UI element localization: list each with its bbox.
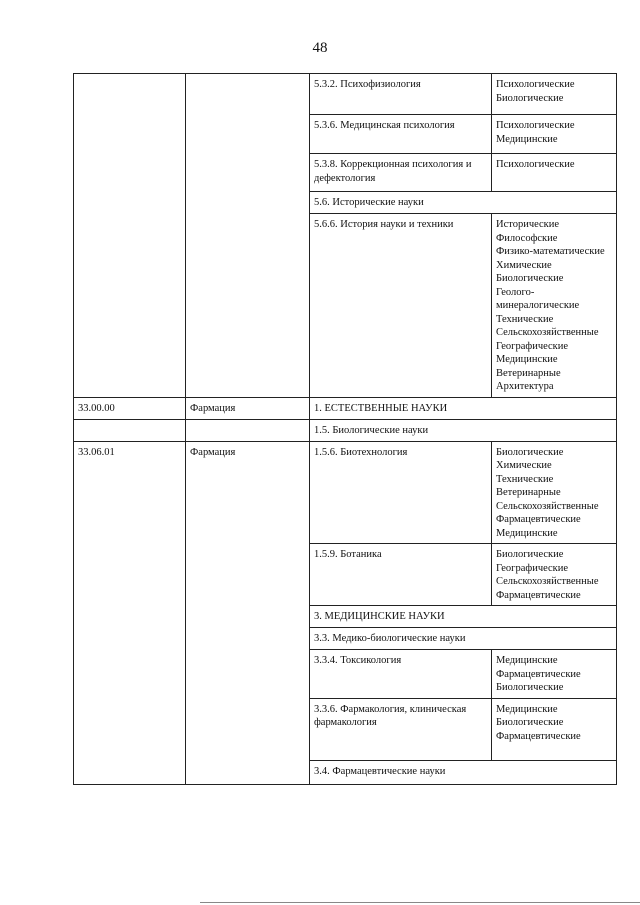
branch-item: Философские (496, 232, 558, 244)
branches-cell (492, 650, 617, 699)
branches-cell (492, 74, 617, 115)
branch-item: Медицинские (496, 703, 558, 715)
branch-item: Медицинские (496, 133, 558, 145)
branches-cell (492, 214, 617, 398)
branch-item: Сельскохозяйственные (496, 327, 599, 338)
branch-item: Биологические (496, 717, 564, 728)
branch-item: Медицинские (496, 655, 558, 666)
branches-cell (492, 544, 617, 606)
group-cell: 3. МЕДИЦИНСКИЕ НАУКИ (310, 606, 617, 628)
branch-item: Психологические (496, 120, 575, 131)
branch-item: Физико-математические (496, 246, 605, 257)
branch-item: Биологические (496, 446, 564, 458)
page-number: 48 (312, 40, 328, 56)
branch-item: Биологические (496, 682, 564, 693)
name-cell: Фармация (186, 397, 310, 419)
specialty-cell: 5.3.6. Медицинская психология (310, 115, 492, 154)
branch-item: Географические (496, 340, 569, 352)
branch-item: Биологические (496, 273, 564, 284)
specialties-table (73, 73, 617, 785)
branch-item: Фармацевтические (496, 668, 581, 680)
branch-item: Сельскохозяйственные (496, 500, 599, 512)
branch-item: Биологические (496, 549, 564, 560)
table-row (74, 74, 617, 115)
branch-item: Биологические (496, 92, 564, 104)
code-cell (74, 419, 186, 441)
branches-cell (492, 698, 617, 760)
specialty-cell: 5.6.6. История науки и техники (310, 214, 492, 398)
branch-item: Химические (496, 460, 552, 471)
specialty-cell: 1.5.9. Ботаника (310, 544, 492, 606)
code-cell: 33.06.01 (74, 441, 186, 784)
branch-item: Географические (496, 562, 569, 574)
group-cell: 1. ЕСТЕСТВЕННЫЕ НАУКИ (310, 397, 617, 419)
branch-item: Психологические (496, 79, 575, 90)
bottom-rule (200, 902, 640, 903)
branch-item: Медицинские (496, 354, 558, 365)
group-cell: 3.4. Фармацевтические науки (310, 760, 617, 784)
branch-item: Фармацевтические (496, 514, 581, 525)
specialty-cell: 1.5.6. Биотехнология (310, 441, 492, 544)
code-cell: 33.00.00 (74, 397, 186, 419)
group-cell: 3.3. Медико-биологические науки (310, 628, 617, 650)
code-cell (74, 74, 186, 398)
branch-item: Архитектура (496, 381, 554, 392)
branches-cell (492, 154, 617, 192)
branch-item: Психологические (496, 159, 575, 170)
branch-item: Геолого-минералогические (496, 286, 580, 311)
table-row (74, 397, 617, 419)
branch-item: Ветеринарные (496, 487, 561, 498)
specialty-cell: 5.3.2. Психофизиология (310, 74, 492, 115)
table-row (74, 441, 617, 544)
branch-item: Медицинские (496, 527, 558, 539)
branch-item: Химические (496, 259, 552, 271)
group-cell: 1.5. Биологические науки (310, 419, 617, 441)
name-cell (186, 74, 310, 398)
group-cell: 5.6. Исторические науки (310, 192, 617, 214)
name-cell (186, 419, 310, 441)
specialty-cell: 3.3.6. Фармакология, клиническая фармакология (310, 698, 492, 760)
specialty-cell: 3.3.4. Токсикология (310, 650, 492, 699)
branch-item: Ветеринарные (496, 367, 561, 379)
branch-item: Технические (496, 473, 554, 485)
branch-item: Сельскохозяйственные (496, 576, 599, 587)
branch-item: Исторические (496, 219, 560, 230)
branch-item: Фармацевтические (496, 730, 581, 742)
branches-cell (492, 115, 617, 154)
table-row (74, 419, 617, 441)
branches-cell (492, 441, 617, 544)
branch-item: Фармацевтические (496, 589, 581, 601)
branch-item: Технические (496, 313, 554, 325)
specialty-cell: 5.3.8. Коррекционная психология и дефектология (310, 154, 492, 192)
name-cell: Фармация (186, 441, 310, 784)
